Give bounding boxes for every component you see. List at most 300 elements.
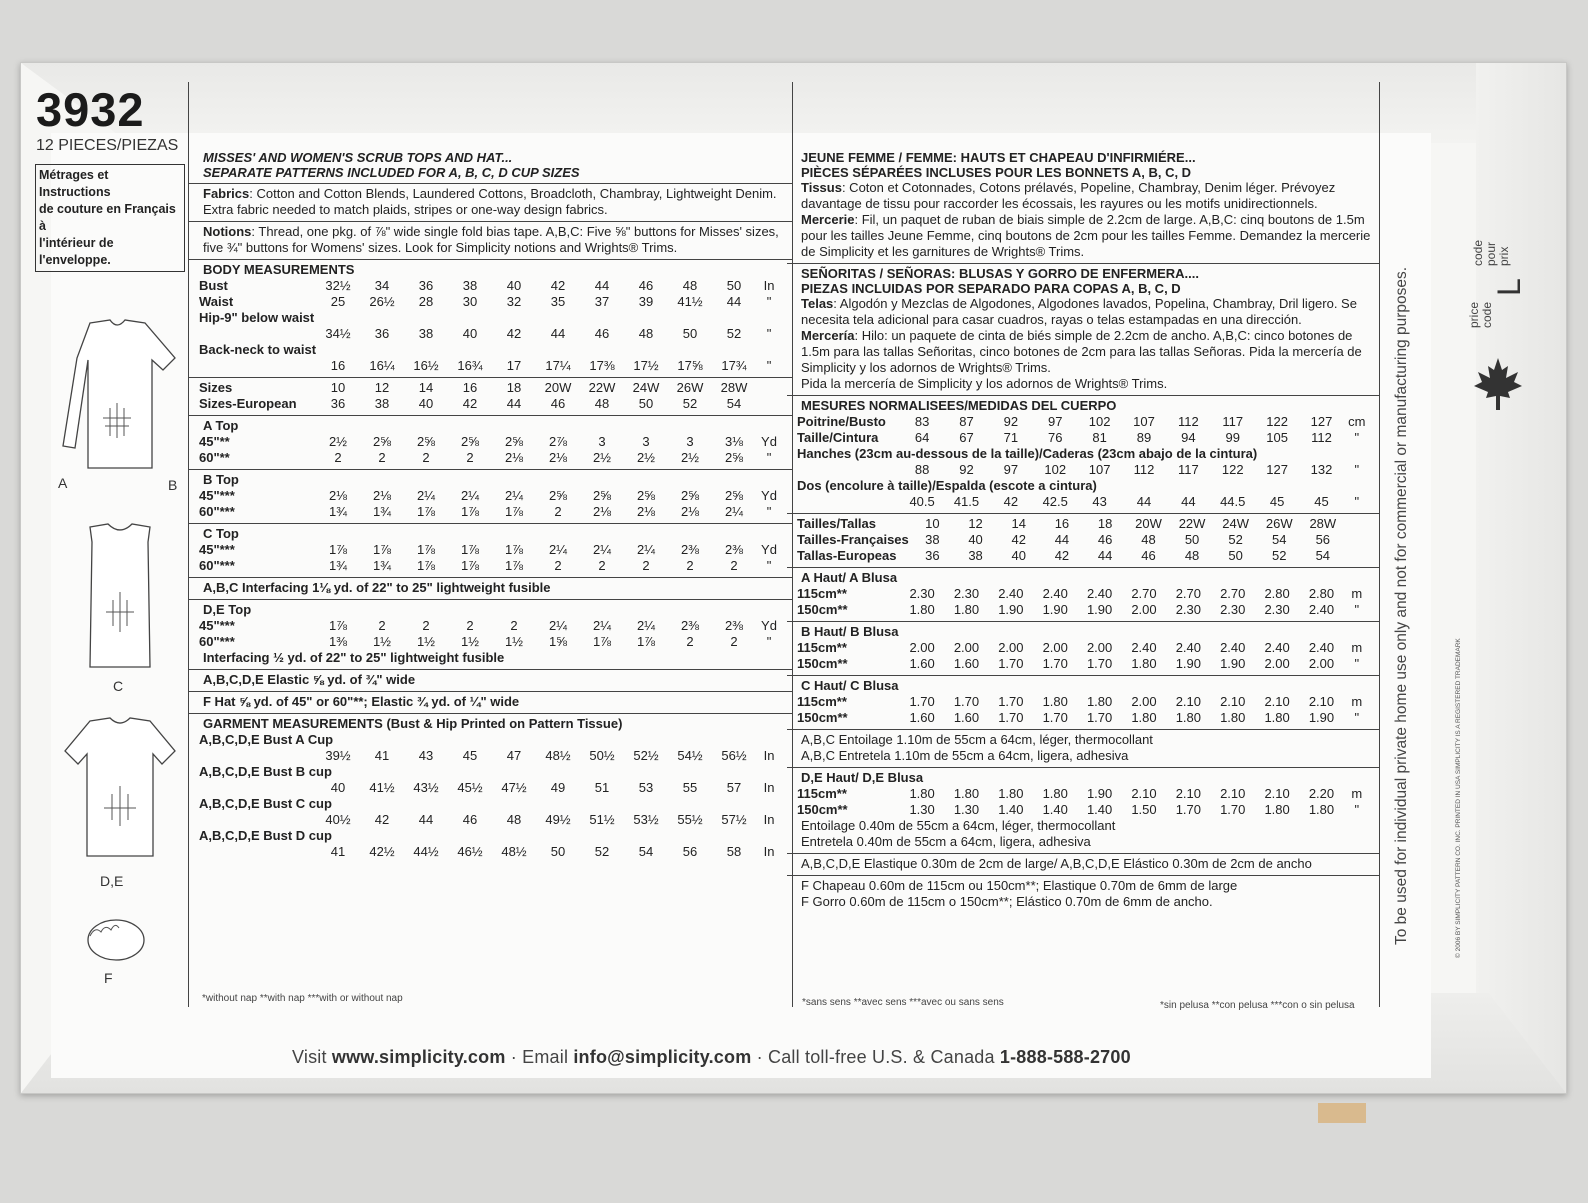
table-cell: 1½ [372, 634, 392, 649]
french-note-line: l'enveloppe. [39, 253, 111, 267]
french-spanish-column [787, 82, 1380, 1007]
table-cell: 1.90 [1175, 656, 1201, 671]
row-label: A,B,C,D,E Bust D cup [199, 828, 332, 843]
row-label: A,B,C,D,E Bust A Cup [199, 732, 334, 747]
row-label: Hanches (23cm au-dessous de la taille)/Caderas (23cm abajo de la cintura) [797, 446, 1258, 461]
table-cell: 47½ [501, 780, 527, 795]
table-cell: 2 [422, 450, 430, 465]
row-label: 45"*** [199, 488, 235, 503]
table-cell: 47 [506, 748, 522, 763]
prix-label: prix [1497, 246, 1511, 266]
table-cell: 1.70 [1042, 710, 1068, 725]
row-label: Tailles-Françaises [797, 532, 909, 547]
table-cell: 1⅜ [328, 634, 348, 649]
table-cell: 12 [374, 380, 390, 395]
table-row [795, 446, 1370, 462]
table-cell: 2¼ [636, 542, 656, 557]
table-cell: 36 [925, 548, 940, 563]
table-cell: 2.40 [1175, 640, 1201, 655]
row-unit: cm [1348, 414, 1366, 429]
table-row [795, 802, 1370, 818]
table-cell: 44 [506, 396, 522, 411]
table-cell: 48½ [545, 748, 571, 763]
table-cell: 3 [598, 434, 606, 449]
table-cell: 2.30 [1264, 602, 1290, 617]
table-cell: 40 [968, 532, 983, 547]
row-label: Dos (encolure à taille)/Espalda (escote a cintura) [797, 478, 1097, 493]
body-measurements-heading: BODY MEASUREMENTS [189, 259, 792, 278]
table-cell: 1.80 [1086, 694, 1113, 709]
table-cell: 2.10 [1131, 786, 1157, 801]
view-f-hat-sketch [85, 912, 147, 964]
table-cell: 40 [506, 278, 522, 293]
table-cell: 2⅝ [372, 434, 392, 449]
table-cell: 25 [330, 294, 346, 309]
b-top-label: B Top [189, 469, 792, 488]
table-cell: 1⅞ [372, 542, 392, 557]
row-unit: " [766, 450, 772, 465]
table-cell: 57 [726, 780, 742, 795]
table-cell: 46 [594, 326, 610, 341]
table-cell: 1.90 [1220, 656, 1246, 671]
table-cell: 2 [730, 634, 738, 649]
table-cell: 2.10 [1175, 786, 1201, 801]
table-cell: 49 [550, 780, 566, 795]
table-row [197, 310, 782, 326]
row-label: Sizes [199, 380, 233, 395]
row-unit: " [1354, 602, 1360, 617]
table-cell: 1.80 [1042, 694, 1068, 709]
table-cell: 35 [550, 294, 566, 309]
row-unit: Yd [761, 542, 777, 557]
row-unit: " [766, 326, 772, 341]
row-unit: m [1351, 786, 1363, 801]
table-cell: 2.40 [1220, 640, 1246, 655]
table-cell: 17¼ [545, 358, 571, 373]
table-cell: 36 [330, 396, 346, 411]
table-cell: 46 [1097, 532, 1113, 547]
table-cell: 22W [1178, 516, 1206, 531]
table-cell: 40 [462, 326, 478, 341]
table-cell: 2.40 [1042, 586, 1068, 601]
table-cell: 2.00 [1042, 640, 1068, 655]
c-top-table [197, 542, 782, 574]
table-cell: 2½ [592, 450, 612, 465]
table-cell: 97 [1047, 414, 1063, 429]
table-cell: 2.00 [998, 640, 1024, 655]
row-label: 115cm** [797, 786, 847, 801]
table-cell: 2⅝ [460, 434, 480, 449]
table-row [197, 396, 782, 412]
table-cell: 17½ [633, 358, 659, 373]
table-row [197, 828, 782, 844]
table-cell: 44 [1136, 494, 1152, 509]
table-cell: 1.80 [909, 786, 935, 801]
table-cell: 1.70 [1086, 656, 1113, 671]
row-spacer [197, 812, 316, 828]
table-row [197, 504, 782, 520]
row-spacer [197, 748, 316, 764]
de-top-label: D,E Top [189, 599, 792, 618]
table-cell: 52½ [633, 748, 659, 763]
table-cell: 26W [1265, 516, 1293, 531]
table-cell: 1⅞ [328, 542, 348, 557]
table-cell: 38 [462, 278, 478, 293]
price-code-letter: L [1491, 278, 1527, 296]
table-cell: 117 [1222, 414, 1244, 429]
table-cell: 2⅜ [680, 618, 700, 633]
row-label: 150cm** [797, 802, 848, 817]
table-row [795, 640, 1370, 656]
table-cell: 2.20 [1308, 786, 1335, 801]
table-row [197, 278, 782, 294]
table-cell: 1.70 [909, 694, 935, 709]
row-label: 115cm** [797, 586, 847, 601]
table-cell: 81 [1092, 430, 1107, 445]
table-cell: 17¾ [721, 358, 747, 373]
table-cell: 1.70 [953, 694, 980, 709]
french-note-line: de couture en Français à [39, 202, 176, 233]
table-cell: 2⅝ [636, 488, 656, 503]
table-cell: 2 [554, 558, 562, 573]
row-label: Back-neck to waist [199, 342, 317, 357]
row-unit: Yd [761, 488, 777, 503]
table-cell: 2.10 [1308, 694, 1335, 709]
row-unit: " [766, 294, 772, 309]
row-unit: In [763, 844, 775, 859]
table-cell: 1⅞ [460, 504, 480, 519]
table-cell: 54 [726, 396, 742, 411]
table-cell: 2.00 [1264, 656, 1290, 671]
table-cell: 2¼ [636, 618, 656, 633]
table-cell: 1.80 [953, 602, 980, 617]
metric-a-table [795, 586, 1370, 618]
spanish-title-1: SEÑORITAS / SEÑORAS: BLUSAS Y GORRO DE ENFERMERA.... [787, 263, 1379, 281]
row-unit: Yd [761, 618, 777, 633]
code-pour-prix-labels [1472, 240, 1511, 266]
table-cell: 22W [588, 380, 616, 395]
table-cell: 1¾ [328, 558, 348, 573]
table-cell: 87 [959, 414, 974, 429]
table-cell: 28W [1309, 516, 1337, 531]
table-cell: 2⅝ [548, 488, 568, 503]
table-cell: 64 [914, 430, 930, 445]
table-cell: 1.70 [1175, 802, 1201, 817]
table-cell: 42 [1011, 532, 1026, 547]
french-note-line: l'intérieur de [39, 236, 114, 250]
table-row [795, 532, 1370, 548]
table-cell: 1.60 [909, 710, 935, 725]
table-cell: 1.80 [998, 786, 1024, 801]
table-cell: 16¼ [369, 358, 395, 373]
table-cell: 2.10 [1220, 694, 1246, 709]
table-cell: 1⅞ [328, 618, 348, 633]
table-row [795, 710, 1370, 726]
row-unit: " [1354, 710, 1360, 725]
row-unit: In [763, 748, 775, 763]
table-cell: 117 [1177, 462, 1199, 477]
table-cell: 1.90 [1086, 602, 1113, 617]
row-unit: " [766, 358, 772, 373]
table-cell: 1.50 [1131, 802, 1157, 817]
garment-measurements-table [197, 732, 782, 860]
pour-label: pour [1484, 241, 1498, 266]
table-cell: 46 [550, 396, 566, 411]
table-cell: 2.40 [1131, 640, 1157, 655]
table-cell: 2⅛ [328, 488, 348, 503]
row-spacer [197, 780, 316, 796]
footer-email[interactable]: info@simplicity.com [573, 1047, 752, 1067]
table-cell: 1.80 [1264, 802, 1290, 817]
table-cell: 2⅝ [416, 434, 436, 449]
row-label [197, 358, 316, 374]
table-cell: 102 [1044, 462, 1067, 477]
table-row [795, 548, 1370, 564]
row-unit: " [1354, 494, 1360, 509]
metric-body-table [795, 414, 1370, 510]
table-cell: 2⅜ [680, 542, 700, 557]
table-cell: 17 [506, 358, 522, 373]
table-row [197, 358, 782, 374]
table-cell: 45 [462, 748, 478, 763]
row-unit: " [1354, 802, 1360, 817]
table-cell: 2.40 [1308, 640, 1335, 655]
table-cell: 50 [682, 326, 698, 341]
table-cell: 38 [925, 532, 940, 547]
table-cell: 2.30 [953, 586, 980, 601]
table-cell: 2.10 [1175, 694, 1201, 709]
metric-de-label: D,E Haut/ D,E Blusa [787, 767, 1379, 786]
table-cell: 2 [378, 450, 386, 465]
row-label: 60"** [199, 450, 230, 465]
copyright-line: © 2006 BY SIMPLICITY PATTERN CO. INC. PRINTED IN USA SIMPLICITY IS A REGISTERED TRADEMARK [1455, 638, 1462, 958]
fabrics-text: Fabrics: Cotton and Cotton Blends, Laundered Cottons, Broadcloth, Chambray, Lightweight Denim. Extra fabric needed to match plaids, stripes or one-way design fabrics. [189, 183, 792, 218]
table-cell: 43 [1092, 494, 1107, 509]
table-cell: 1.80 [1220, 710, 1246, 725]
row-label: A,B,C,D,E Bust B cup [199, 764, 332, 779]
view-ab-sketch [55, 318, 180, 478]
row-label: 45"*** [199, 542, 235, 557]
table-cell: 122 [1221, 462, 1244, 477]
english-title-2: SEPARATE PATTERNS INCLUDED FOR A, B, C, D CUP SIZES [203, 165, 580, 180]
merceria-text: Mercería: Hilo: un paquete de cinta de biés simple de 2.2cm de ancho. A,B,C: cinco botones de 1.5m para las tallas Señoritas, cinco botones de 2cm para las tallas Señoras. Pida la mercería de Simplicity y los adornos de Wrights® Trims. [801, 328, 1362, 375]
table-cell: 1.70 [1086, 710, 1113, 725]
row-label: 45"*** [199, 618, 235, 633]
code-fr-label: code [1471, 239, 1485, 266]
row-label: Hip-9" below waist [199, 310, 315, 325]
table-cell: 32 [506, 294, 522, 309]
table-cell: 112 [1311, 430, 1332, 445]
table-cell: 2.00 [1308, 656, 1335, 671]
a-top-label: A Top [189, 415, 792, 434]
row-label: A,B,C,D,E Bust C cup [199, 796, 332, 811]
table-cell: 2½ [680, 450, 700, 465]
table-cell: 58 [726, 844, 742, 859]
table-cell: 2¼ [416, 488, 436, 503]
table-cell: 1.80 [909, 602, 935, 617]
pattern-number: 3932 [36, 83, 145, 136]
table-row [795, 516, 1370, 532]
table-cell: 1⅝ [548, 634, 568, 649]
table-cell: 16 [1054, 516, 1070, 531]
table-cell: 1.90 [1042, 602, 1068, 617]
table-row [795, 656, 1370, 672]
table-cell: 2⅝ [724, 488, 744, 503]
telas-text: Telas: Algodón y Mezclas de Algodones, Algodones lavados, Popelina, Chambray, Dril ligero. Se necesita tela adicional para casar cuadros, rayas o telas estampadas en una dirección. [801, 296, 1357, 327]
table-cell: 44½ [413, 844, 439, 859]
table-cell: 20W [544, 380, 572, 395]
table-cell: 43 [418, 748, 434, 763]
table-cell: 83 [914, 414, 930, 429]
table-cell: 16½ [413, 358, 439, 373]
row-label: 60"*** [199, 504, 235, 519]
table-cell: 40 [330, 780, 346, 795]
table-cell: 17⅜ [589, 358, 615, 373]
table-cell: 2¼ [504, 488, 524, 503]
french-note-line: Métrages et Instructions [39, 168, 111, 199]
table-cell: 55 [682, 780, 698, 795]
table-row [197, 326, 782, 342]
table-cell: 2¼ [548, 542, 568, 557]
table-cell: 2.40 [1264, 640, 1290, 655]
table-row [197, 380, 782, 396]
de-top-table [197, 618, 782, 650]
table-cell: 1.80 [953, 786, 980, 801]
table-cell: 94 [1181, 430, 1196, 445]
table-row [197, 796, 782, 812]
row-unit: " [766, 504, 772, 519]
row-label: 60"*** [199, 558, 235, 573]
table-cell: 55½ [677, 812, 703, 827]
table-cell: 2 [730, 558, 738, 573]
table-cell: 1.70 [1042, 656, 1068, 671]
row-unit: " [1354, 656, 1360, 671]
table-cell: 102 [1088, 414, 1111, 429]
row-unit: In [763, 780, 775, 795]
table-cell: 52 [682, 396, 698, 411]
table-cell: 107 [1088, 462, 1111, 477]
table-cell: 3⅛ [724, 434, 744, 449]
table-cell: 44 [1181, 494, 1196, 509]
table-cell: 2⅛ [372, 488, 392, 503]
table-cell: 127 [1266, 462, 1288, 477]
table-row [795, 462, 1370, 478]
table-cell: 28 [418, 294, 434, 309]
table-cell: 56 [1315, 532, 1331, 547]
table-cell: 46 [638, 278, 654, 293]
table-cell: 1⅞ [592, 634, 612, 649]
table-cell: 1.40 [998, 802, 1024, 817]
table-row [197, 780, 782, 796]
table-cell: 52 [594, 844, 610, 859]
row-unit: m [1351, 640, 1363, 655]
row-label [795, 494, 900, 510]
table-cell: 2¼ [460, 488, 480, 503]
table-cell: 122 [1266, 414, 1288, 429]
spanish-title-2: PIEZAS INCLUIDAS POR SEPARADO PARA COPAS A, B, C, D [801, 281, 1181, 296]
table-cell: 2½ [636, 450, 656, 465]
a-top-table [197, 434, 782, 466]
row-label: 150cm** [797, 656, 848, 671]
table-cell: 45½ [457, 780, 483, 795]
table-cell: 48 [1184, 548, 1200, 563]
table-cell: 2.70 [1175, 586, 1201, 601]
table-cell: 46½ [457, 844, 483, 859]
tape-strip [1318, 1103, 1366, 1123]
table-cell: 2.70 [1220, 586, 1246, 601]
table-cell: 50½ [589, 748, 615, 763]
table-cell: 1.60 [953, 656, 980, 671]
table-row [795, 602, 1370, 618]
row-label: Tailles/Tallas [797, 516, 877, 531]
table-row [197, 558, 782, 574]
row-unit: " [766, 634, 772, 649]
footer-url[interactable]: www.simplicity.com [331, 1047, 506, 1067]
table-cell: 26W [676, 380, 704, 395]
french-instructions-note [35, 164, 185, 272]
row-unit: " [766, 558, 772, 573]
table-cell: 3 [642, 434, 650, 449]
table-cell: 1.80 [1264, 710, 1290, 725]
table-row [197, 342, 782, 358]
table-cell: 1½ [460, 634, 480, 649]
table-cell: 51½ [589, 812, 615, 827]
table-cell: 14 [418, 380, 434, 395]
table-cell: 24W [1222, 516, 1250, 531]
row-label: 115cm** [797, 694, 847, 709]
table-cell: 2 [466, 618, 474, 633]
b-top-table [197, 488, 782, 520]
table-cell: 38 [374, 396, 390, 411]
row-label: Taille/Cintura [797, 430, 879, 445]
table-cell: 48 [506, 812, 522, 827]
table-cell: 48½ [501, 844, 527, 859]
table-cell: 50 [726, 278, 742, 293]
table-cell: 44.5 [1220, 494, 1246, 509]
table-cell: 34 [374, 278, 390, 293]
table-cell: 1⅞ [504, 558, 524, 573]
table-cell: 14 [1011, 516, 1026, 531]
table-cell: 2¼ [592, 542, 612, 557]
table-cell: 1.70 [998, 710, 1024, 725]
table-cell: 2 [554, 504, 562, 519]
table-cell: 2.00 [909, 640, 935, 655]
code-label: code [1480, 301, 1494, 328]
table-cell: 2⅜ [724, 618, 744, 633]
table-cell: 2⅛ [548, 450, 568, 465]
table-cell: 10 [925, 516, 940, 531]
table-cell: 2.40 [998, 586, 1024, 601]
metric-b-label: B Haut/ B Blusa [787, 621, 1379, 640]
table-cell: 42 [506, 326, 522, 341]
table-cell: 1⅞ [504, 504, 524, 519]
table-row [795, 494, 1370, 510]
table-cell: 1.80 [1131, 710, 1157, 725]
table-row [197, 748, 782, 764]
table-cell: 52 [726, 326, 742, 341]
table-cell: 76 [1047, 430, 1063, 445]
table-cell: 2⅝ [680, 488, 700, 503]
footer-phone: 1-888-588-2700 [999, 1047, 1131, 1067]
abc-interfacing: A,B,C Interfacing 1⅛ yd. of 22" to 25" lightweight fusible [189, 577, 792, 596]
row-label: 45"** [199, 434, 230, 449]
table-cell: 1.60 [909, 656, 935, 671]
view-label-c: C [113, 678, 124, 694]
table-cell: 50 [550, 844, 566, 859]
row-unit: In [763, 812, 775, 827]
row-label: Sizes-European [199, 396, 297, 411]
row-unit: m [1351, 694, 1363, 709]
